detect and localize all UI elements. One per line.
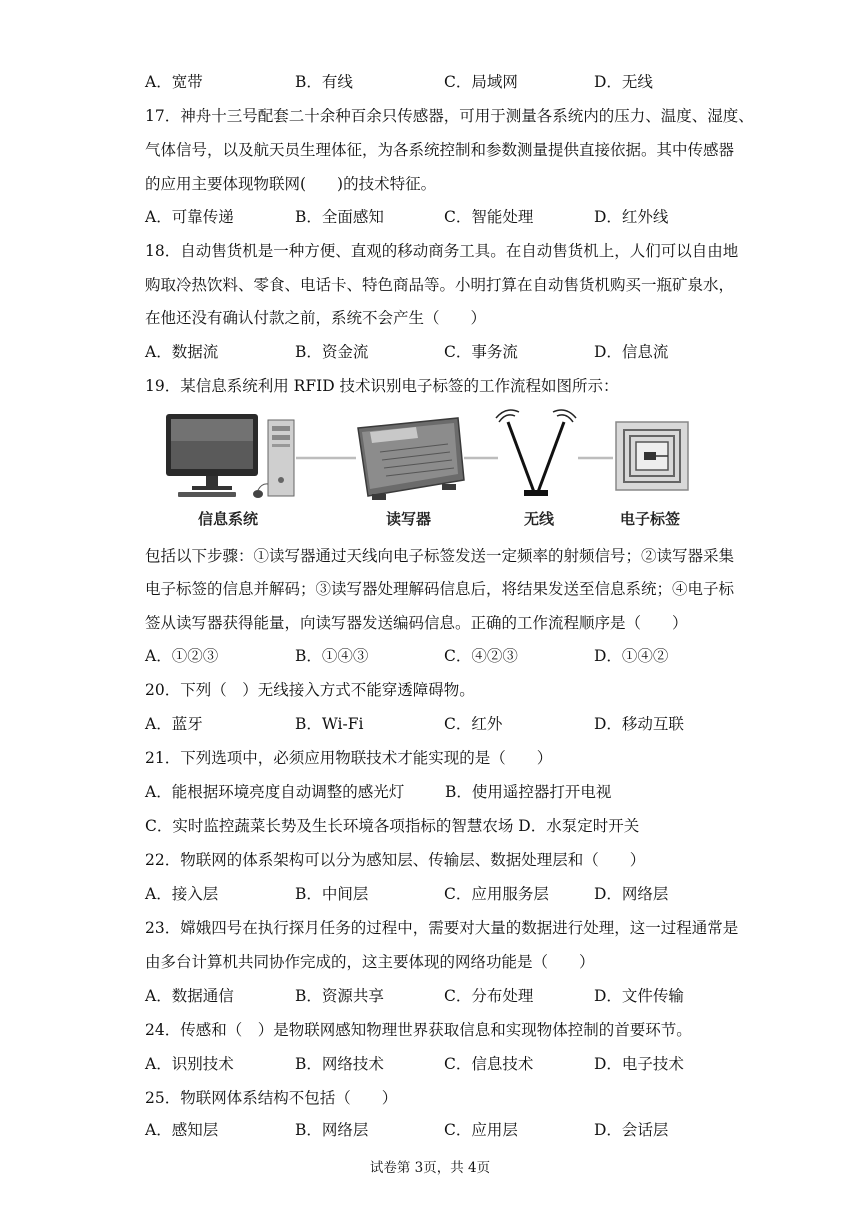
- rfid-reader-icon: [358, 418, 464, 500]
- q25-option-c: C．应用层: [444, 1121, 518, 1139]
- q21-line-1: 21．下列选项中，必须应用物联技术才能实现的是（ ）: [145, 749, 553, 767]
- q19-option-c: C．④②③: [444, 647, 518, 665]
- q18-option-d: D．信息流: [594, 343, 669, 361]
- q23-line-1: 23．嫦娥四号在执行探月任务的过程中，需要对大量的数据进行处理，这一过程通常是: [145, 919, 739, 937]
- figure-label-wireless: 无线: [524, 510, 555, 528]
- q21-option-a: A．能根据环境亮度自动调整的感光灯: [145, 783, 405, 801]
- q25-line-1: 25．物联网体系结构不包括（ ）: [145, 1089, 398, 1107]
- figure-label-info-system: 信息系统: [198, 510, 259, 528]
- q22-options: [145, 883, 745, 905]
- q21-options-row-2: C．实时监控蔬菜长势及生长环境各项指标的智慧农场 D．水泵定时开关: [145, 817, 640, 835]
- q18-line-2: 购取冷热饮料、零食、电话卡、特色商品等。小明打算在自动售货机购买一瓶矿泉水，: [145, 276, 735, 294]
- q18-option-c: C．事务流: [444, 343, 518, 361]
- q18-line-1: 18．自动售货机是一种方便、直观的移动商务工具。在自动售货机上，人们可以自由地: [145, 242, 739, 260]
- antenna-icon: [496, 410, 576, 496]
- q18-option-a: A．数据流: [145, 343, 219, 361]
- q17-option-c: C．智能处理: [444, 208, 534, 226]
- q24-option-a: A．识别技术: [145, 1055, 234, 1073]
- q23-option-a: A．数据通信: [145, 987, 234, 1005]
- q18-line-3: 在他还没有确认付款之前，系统不会产生（ ）: [145, 309, 487, 327]
- q19-option-a: A．①②③: [145, 647, 219, 665]
- q19-line-2: 包括以下步骤：①读写器通过天线向电子标签发送一定频率的射频信号；②读写器采集: [145, 547, 735, 565]
- q17-option-b: B．全面感知: [295, 208, 384, 226]
- q25-option-a: A．感知层: [145, 1121, 219, 1139]
- q25-option-d: D．会话层: [594, 1121, 669, 1139]
- q24-option-c: C．信息技术: [444, 1055, 534, 1073]
- q19-option-b: B．①④③: [295, 647, 369, 665]
- q22-option-a: A．接入层: [145, 885, 219, 903]
- q19-line-1: 19．某信息系统利用 RFID 技术识别电子标签的工作流程如图所示：: [145, 377, 619, 395]
- rfid-workflow-diagram: [158, 408, 703, 508]
- q20-option-b: B．Wi-Fi: [295, 715, 364, 733]
- q21-options-row-1: [145, 781, 745, 803]
- q16-option-d: D．无线: [594, 73, 653, 91]
- q19-option-d: D．①④②: [594, 647, 669, 665]
- q21-option-b: B．使用遥控器打开电视: [445, 783, 612, 801]
- q16-option-a: A．宽带: [145, 73, 203, 91]
- q16-option-c: C．局域网: [444, 73, 518, 91]
- rfid-tag-icon: [616, 422, 688, 490]
- q20-option-c: C．红外: [444, 715, 503, 733]
- q18-option-b: B．资金流: [295, 343, 369, 361]
- q24-option-d: D．电子技术: [594, 1055, 684, 1073]
- q24-line-1: 24．传感和（ ）是物联网感知物理世界获取信息和实现物体控制的首要环节。: [145, 1021, 692, 1039]
- q23-line-2: 由多台计算机共同协作完成的，这主要体现的网络功能是（ ）: [145, 953, 595, 971]
- q22-option-c: C．应用服务层: [444, 885, 549, 903]
- q24-options: [145, 1053, 745, 1075]
- q25-option-b: B．网络层: [295, 1121, 369, 1139]
- q24-option-b: B．网络技术: [295, 1055, 384, 1073]
- q23-option-b: B．资源共享: [295, 987, 384, 1005]
- q23-option-d: D．文件传输: [594, 987, 684, 1005]
- q20-option-a: A．蓝牙: [145, 715, 203, 733]
- q18-options: [145, 341, 745, 363]
- q23-option-c: C．分布处理: [444, 987, 534, 1005]
- q19-options: [145, 645, 745, 667]
- computer-icon: [166, 414, 294, 498]
- q19-line-4: 签从读写器获得能量，向读写器发送编码信息。正确的工作流程顺序是（ ）: [145, 614, 688, 632]
- q17-line-1: 17．神舟十三号配套二十余种百余只传感器，可用于测量各系统内的压力、温度、湿度、: [145, 107, 754, 125]
- q17-line-2: 气体信号，以及航天员生理体征，为各系统控制和参数测量提供直接依据。其中传感器: [145, 141, 735, 159]
- q16-options: [145, 71, 745, 93]
- page-footer: 试卷第 3页，共 4页: [369, 1160, 491, 1176]
- q17-option-a: A．可靠传递: [145, 208, 234, 226]
- rfid-workflow-figure: [158, 408, 703, 536]
- q22-option-d: D．网络层: [594, 885, 669, 903]
- q25-options: [145, 1119, 745, 1141]
- q17-options: [145, 206, 745, 228]
- q20-options: [145, 713, 745, 735]
- q19-line-3: 电子标签的信息并解码；③读写器处理解码信息后，将结果发送至信息系统；④电子标: [145, 580, 735, 598]
- figure-label-tag: 电子标签: [620, 510, 681, 528]
- q20-option-d: D．移动互联: [594, 715, 684, 733]
- q17-line-3: 的应用主要体现物联网( )的技术特征。: [145, 175, 437, 193]
- q16-option-b: B．有线: [295, 73, 353, 91]
- q20-line-1: 20．下列（ ）无线接入方式不能穿透障碍物。: [145, 681, 475, 699]
- figure-label-reader: 读写器: [386, 510, 432, 528]
- q23-options: [145, 985, 745, 1007]
- q22-line-1: 22．物联网的体系架构可以分为感知层、传输层、数据处理层和（ ）: [145, 851, 646, 869]
- q17-option-d: D．红外线: [594, 208, 669, 226]
- q22-option-b: B．中间层: [295, 885, 369, 903]
